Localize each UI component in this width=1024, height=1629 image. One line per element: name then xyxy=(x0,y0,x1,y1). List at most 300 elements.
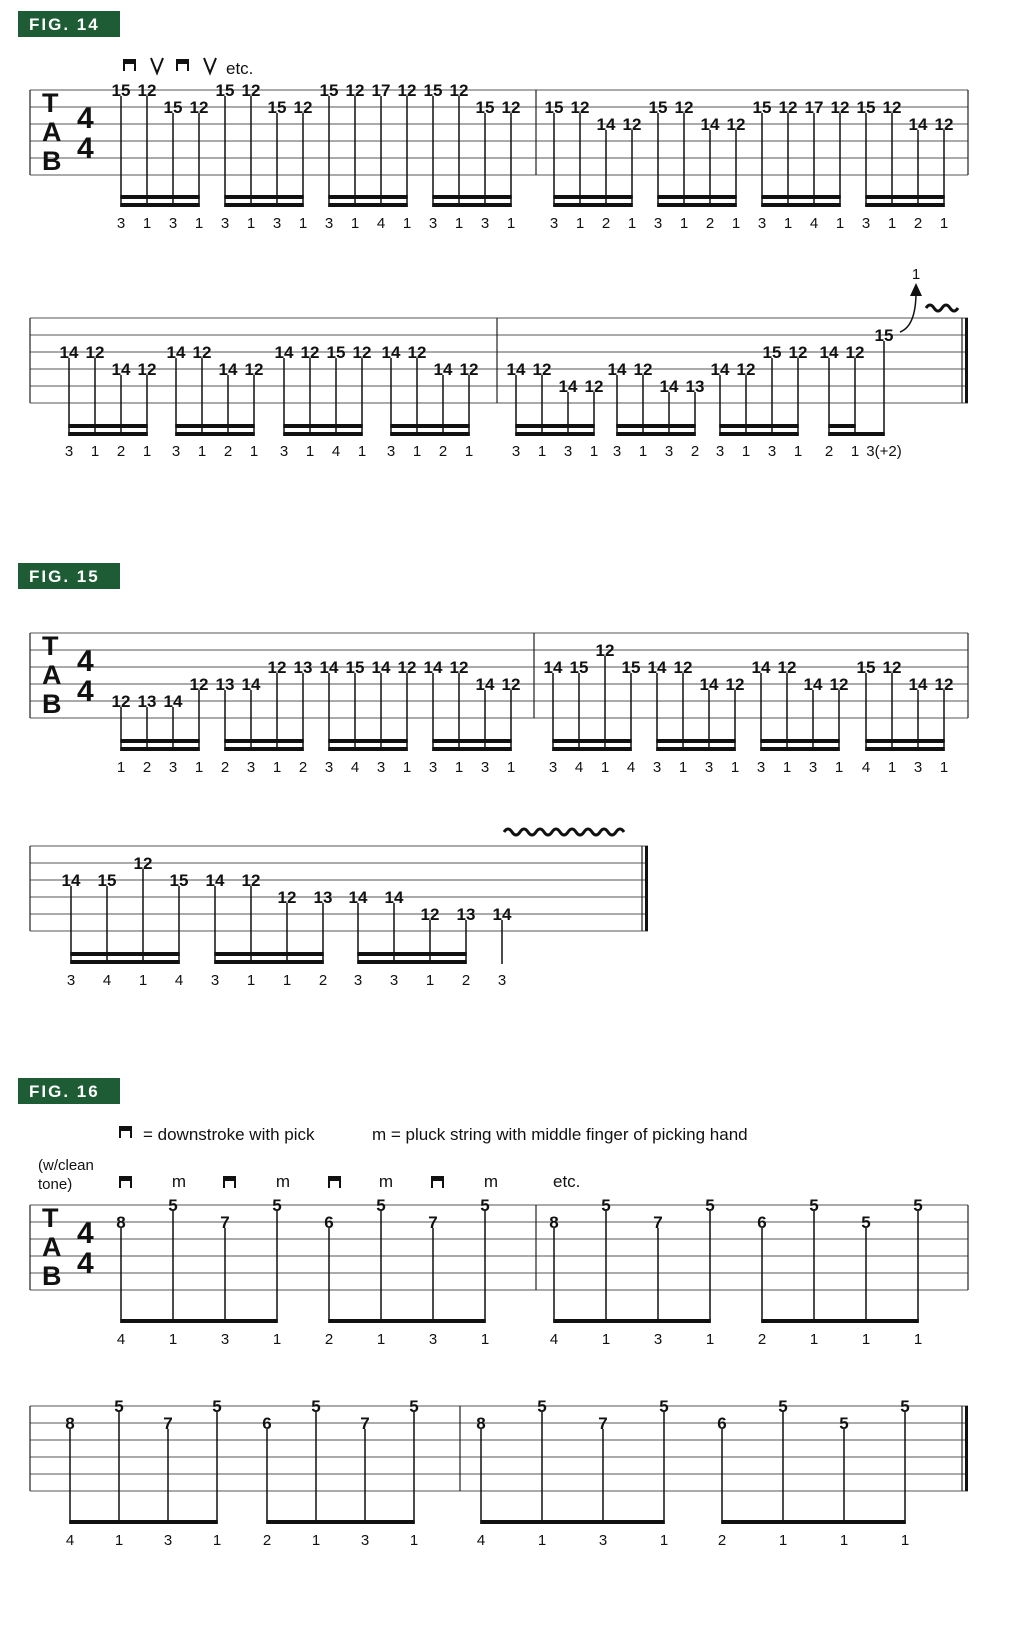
fret-hand-finger: 1 xyxy=(412,443,422,460)
fret-number: 12 xyxy=(726,115,746,134)
beam xyxy=(828,432,885,436)
fret-number: 14 xyxy=(384,888,404,907)
fret-number: 14 xyxy=(908,115,928,134)
fret-hand-finger: 3 xyxy=(386,443,396,460)
fret-number: 12 xyxy=(192,343,212,362)
fret-hand-finger: 1 xyxy=(138,972,148,989)
beam xyxy=(120,747,200,751)
fret-hand-finger: 1 xyxy=(839,1532,849,1549)
fig14-row2-beat xyxy=(167,343,264,460)
fret-number: 5 xyxy=(861,1213,871,1232)
fret-number: 12 xyxy=(420,905,440,924)
fret-hand-finger: 2 xyxy=(461,972,471,989)
tab-letter-t: T xyxy=(42,631,59,661)
fret-hand-finger: 1 xyxy=(783,215,793,232)
fret-hand-finger: 1 xyxy=(298,215,308,232)
fret-hand-finger: 4 xyxy=(331,443,341,460)
fret-number: 5 xyxy=(168,1196,178,1215)
beam xyxy=(214,960,324,964)
fret-hand-finger: 2 xyxy=(913,215,923,232)
fret-number: 6 xyxy=(262,1414,272,1433)
time-signature-bottom: 4 xyxy=(77,132,94,165)
fret-number: 12 xyxy=(882,658,902,677)
fret-hand-finger: 1 xyxy=(782,759,792,776)
fig14-row1-beat xyxy=(320,81,417,232)
fret-number: 12 xyxy=(293,98,313,117)
beam xyxy=(552,747,632,751)
beam xyxy=(616,432,696,436)
fret-hand-finger: 3 xyxy=(210,972,220,989)
fret-hand-finger: 1 xyxy=(778,1532,788,1549)
beam xyxy=(224,195,304,199)
beam xyxy=(224,747,304,751)
fret-hand-finger: 3 xyxy=(168,759,178,776)
fret-hand-finger: 1 xyxy=(809,1331,819,1348)
beam xyxy=(432,747,512,751)
fret-hand-finger: 4 xyxy=(574,759,584,776)
fret-number: 15 xyxy=(752,98,772,117)
final-bar-thick xyxy=(965,1406,968,1491)
fig15-row2-beat xyxy=(206,871,333,989)
fret-number: 6 xyxy=(717,1414,727,1433)
fret-hand-finger: 1 xyxy=(402,215,412,232)
fig14-row2-beat xyxy=(382,343,479,460)
fig15-row1-beat xyxy=(544,641,641,776)
fret-number: 5 xyxy=(809,1196,819,1215)
fret-number: 13 xyxy=(456,905,476,924)
fret-number: 5 xyxy=(900,1397,910,1416)
vibrato-icon xyxy=(504,829,624,835)
fret-number: 13 xyxy=(685,377,705,396)
fig16-row1-staff xyxy=(30,1203,968,1291)
fret-hand-finger: 3 xyxy=(64,443,74,460)
fig14-row1-beat xyxy=(857,98,954,232)
fret-number: 12 xyxy=(830,98,850,117)
fret-number: 14 xyxy=(647,658,667,677)
fret-number: 14 xyxy=(607,360,627,379)
fret-number: 7 xyxy=(428,1213,438,1232)
beam xyxy=(719,424,799,428)
pluck-middle-finger-mark: m xyxy=(378,1172,394,1191)
fret-hand-finger: 3 xyxy=(480,215,490,232)
fret-number: 12 xyxy=(778,98,798,117)
beam xyxy=(552,739,632,743)
tab-letter-a: A xyxy=(42,660,62,690)
fig14-row2-beat xyxy=(711,343,808,460)
fret-hand-finger: 3 xyxy=(653,215,663,232)
beam xyxy=(553,195,633,199)
beam xyxy=(865,195,945,199)
beam xyxy=(328,739,408,743)
fret-number: 14 xyxy=(700,115,720,134)
fret-hand-finger: 4 xyxy=(116,1331,126,1348)
fret-hand-finger: 1 xyxy=(194,215,204,232)
fret-number: 7 xyxy=(360,1414,370,1433)
fig16-stroke-marks xyxy=(119,1172,498,1191)
beam xyxy=(120,1319,278,1323)
beam xyxy=(224,203,304,207)
fret-hand-finger: 1 xyxy=(116,759,126,776)
fret-number: 8 xyxy=(476,1414,486,1433)
beam xyxy=(865,739,945,743)
beam xyxy=(761,195,841,199)
fret-number: 12 xyxy=(633,360,653,379)
fret-number: 15 xyxy=(856,658,876,677)
fret-number: 6 xyxy=(324,1213,334,1232)
fret-hand-finger: 2 xyxy=(717,1532,727,1549)
downstroke-icon xyxy=(119,1176,132,1188)
fret-hand-finger: 1 xyxy=(506,215,516,232)
fret-number: 5 xyxy=(480,1196,490,1215)
fret-hand-finger: 1 xyxy=(638,443,648,460)
fret-number: 15 xyxy=(326,343,346,362)
upstroke-icon xyxy=(204,58,216,73)
fret-number: 15 xyxy=(544,98,564,117)
fret-hand-finger: 3 xyxy=(548,759,558,776)
fret-number: 14 xyxy=(699,675,719,694)
fret-number: 15 xyxy=(169,871,189,890)
fret-number: 14 xyxy=(710,360,730,379)
beam xyxy=(266,1520,415,1524)
bend-amount: 1 xyxy=(911,266,921,283)
beam xyxy=(120,203,200,207)
fret-hand-finger: 3 xyxy=(272,215,282,232)
beam xyxy=(70,952,180,956)
beam xyxy=(515,424,595,428)
fret-number: 12 xyxy=(622,115,642,134)
fret-number: 12 xyxy=(189,98,209,117)
clean-tone-line1: (w/clean xyxy=(38,1157,94,1174)
beam xyxy=(480,1520,665,1524)
fret-hand-finger: 1 xyxy=(600,759,610,776)
fret-hand-finger: 4 xyxy=(626,759,636,776)
beam xyxy=(719,432,799,436)
fret-hand-finger: 1 xyxy=(454,759,464,776)
fret-hand-finger: 4 xyxy=(174,972,184,989)
beam xyxy=(761,203,841,207)
fret-number: 14 xyxy=(908,675,928,694)
fret-number: 5 xyxy=(659,1397,669,1416)
fret-number: 12 xyxy=(570,98,590,117)
fret-number: 14 xyxy=(59,343,79,362)
beam xyxy=(657,203,737,207)
fret-number: 12 xyxy=(501,675,521,694)
fret-number: 15 xyxy=(267,98,287,117)
beam xyxy=(390,432,470,436)
beam xyxy=(616,424,696,428)
fret-hand-finger: 4 xyxy=(861,759,871,776)
fret-number: 12 xyxy=(725,675,745,694)
legend-downstroke-text: = downstroke with pick xyxy=(143,1125,315,1144)
fret-hand-finger: 1 xyxy=(913,1331,923,1348)
fret-number: 15 xyxy=(97,871,117,890)
fret-hand-finger: 2 xyxy=(705,215,715,232)
fret-number: 12 xyxy=(829,675,849,694)
time-signature-bottom: 4 xyxy=(77,675,94,708)
fret-number: 14 xyxy=(543,658,563,677)
fret-number: 14 xyxy=(241,675,261,694)
fret-number: 14 xyxy=(596,115,616,134)
fret-number: 15 xyxy=(648,98,668,117)
fig14-row1-beat xyxy=(424,81,521,232)
fret-hand-finger: 3 xyxy=(220,1331,230,1348)
fret-number: 5 xyxy=(114,1397,124,1416)
fret-hand-finger: 1 xyxy=(90,443,100,460)
fret-hand-finger: 2 xyxy=(690,443,700,460)
fig16-row2-beat xyxy=(262,1397,418,1549)
tab-letter-a: A xyxy=(42,117,62,147)
fret-hand-finger: 2 xyxy=(824,443,834,460)
fret-hand-finger: 1 xyxy=(402,759,412,776)
fret-hand-finger: 3 xyxy=(279,443,289,460)
fret-hand-finger: 1 xyxy=(272,759,282,776)
fret-number: 15 xyxy=(345,658,365,677)
fret-number: 12 xyxy=(133,854,153,873)
beam xyxy=(432,195,512,199)
fret-number: 12 xyxy=(407,343,427,362)
fret-hand-finger: 3 xyxy=(171,443,181,460)
fig14-picking-symbols xyxy=(123,58,253,78)
fret-number: 14 xyxy=(475,675,495,694)
fret-number: 5 xyxy=(839,1414,849,1433)
fret-hand-finger: 2 xyxy=(438,443,448,460)
fret-hand-finger: 3 xyxy=(652,759,662,776)
upstroke-icon xyxy=(151,58,163,73)
fret-number: 7 xyxy=(598,1414,608,1433)
fret-number: 17 xyxy=(804,98,824,117)
fret-number: 12 xyxy=(397,81,417,100)
fret-number: 14 xyxy=(803,675,823,694)
fret-hand-finger: 3 xyxy=(116,215,126,232)
fret-hand-finger: 3 xyxy=(480,759,490,776)
fret-hand-finger: 2 xyxy=(757,1331,767,1348)
fret-hand-finger: 3 xyxy=(563,443,573,460)
fret-hand-finger: 1 xyxy=(376,1331,386,1348)
fig16-row1-beat xyxy=(757,1196,922,1348)
downstroke-icon xyxy=(431,1176,444,1188)
legend-middle-finger-text: m = pluck string with middle finger of picking hand xyxy=(372,1125,748,1144)
fret-number: 5 xyxy=(311,1397,321,1416)
fret-hand-finger: 3 xyxy=(66,972,76,989)
fret-hand-finger: 2 xyxy=(262,1532,272,1549)
time-signature-top: 4 xyxy=(77,102,94,135)
fret-hand-finger: 3 xyxy=(612,443,622,460)
fret-number: 14 xyxy=(163,692,183,711)
fret-hand-finger: 3 xyxy=(389,972,399,989)
fret-number: 14 xyxy=(433,360,453,379)
fret-number: 5 xyxy=(601,1196,611,1215)
fig15-row2-beat-final xyxy=(493,905,512,989)
time-signature-top: 4 xyxy=(77,1217,94,1250)
fret-hand-finger: 4 xyxy=(476,1532,486,1549)
beam xyxy=(328,1319,486,1323)
fret-number: 14 xyxy=(319,658,339,677)
fret-hand-finger: 4 xyxy=(549,1331,559,1348)
fig15-label xyxy=(18,563,120,589)
fret-hand-finger: 3 xyxy=(428,759,438,776)
beam xyxy=(828,424,856,428)
fret-hand-finger: 3 xyxy=(861,215,871,232)
fret-hand-finger: 1 xyxy=(731,215,741,232)
downstroke-icon xyxy=(328,1176,341,1188)
fig14-row2-beat xyxy=(275,343,372,460)
fret-hand-finger: 1 xyxy=(350,215,360,232)
tab-letter-t: T xyxy=(42,88,59,118)
fret-hand-finger: 3 xyxy=(511,443,521,460)
tab-letter-b: B xyxy=(42,689,62,719)
fig16-etc-label: etc. xyxy=(553,1172,581,1191)
fig14-row1-beat xyxy=(112,81,209,232)
fig14-row1-beat xyxy=(753,98,850,232)
fig14-row1-beat xyxy=(649,98,746,232)
fret-hand-finger: 1 xyxy=(142,443,152,460)
fret-number: 13 xyxy=(215,675,235,694)
fret-hand-finger: 1 xyxy=(168,1331,178,1348)
fret-number: 17 xyxy=(371,81,391,100)
fret-hand-finger: 1 xyxy=(900,1532,910,1549)
fret-number: 15 xyxy=(111,81,131,100)
tab-letter-a: A xyxy=(42,1232,62,1262)
beam xyxy=(214,952,324,956)
fret-number: 12 xyxy=(189,675,209,694)
beam xyxy=(175,424,255,428)
fret-hand-finger: 1 xyxy=(741,443,751,460)
fret-number: 12 xyxy=(532,360,552,379)
fret-number: 12 xyxy=(300,343,320,362)
fret-number: 8 xyxy=(65,1414,75,1433)
fret-number: 12 xyxy=(449,81,469,100)
fret-number: 12 xyxy=(788,343,808,362)
beam xyxy=(390,424,470,428)
fig15-row2-staff xyxy=(30,846,648,931)
beam xyxy=(224,739,304,743)
fret-hand-finger: 2 xyxy=(220,759,230,776)
fret-hand-finger: 1 xyxy=(249,443,259,460)
fret-hand-finger: 2 xyxy=(601,215,611,232)
fig14-label xyxy=(18,11,120,37)
fret-number: 12 xyxy=(241,871,261,890)
time-signature-top: 4 xyxy=(77,645,94,678)
fret-number: 5 xyxy=(705,1196,715,1215)
fret-number: 5 xyxy=(537,1397,547,1416)
fret-hand-finger: 1 xyxy=(194,759,204,776)
fret-number: 12 xyxy=(241,81,261,100)
fig14-row2-beat xyxy=(507,360,604,460)
fret-hand-finger: 3 xyxy=(163,1532,173,1549)
beam xyxy=(328,203,408,207)
fret-number: 5 xyxy=(409,1397,419,1416)
fret-number: 12 xyxy=(673,658,693,677)
fret-hand-finger: 1 xyxy=(212,1532,222,1549)
downstroke-icon xyxy=(119,1126,132,1138)
fret-hand-finger: 1 xyxy=(537,1532,547,1549)
fret-number: 5 xyxy=(212,1397,222,1416)
fret-number: 15 xyxy=(856,98,876,117)
fret-hand-finger: 1 xyxy=(425,972,435,989)
fret-hand-finger: 1 xyxy=(575,215,585,232)
fig16-label-text: FIG. 16 xyxy=(29,1082,100,1101)
beam xyxy=(553,1319,711,1323)
fret-hand-finger: 1 xyxy=(464,443,474,460)
fret-number: 12 xyxy=(137,81,157,100)
fret-number: 15 xyxy=(319,81,339,100)
beam xyxy=(283,424,363,428)
fret-hand-finger: 2 xyxy=(324,1331,334,1348)
fret-hand-finger: 4 xyxy=(102,972,112,989)
fret-number: 8 xyxy=(549,1213,559,1232)
fret-hand-finger: 1 xyxy=(627,215,637,232)
beam xyxy=(865,747,945,751)
pluck-middle-finger-mark: m xyxy=(275,1172,291,1191)
fret-number: 7 xyxy=(163,1414,173,1433)
fig15-row2-beat xyxy=(349,888,476,989)
beam xyxy=(69,1520,218,1524)
fret-hand-finger: 1 xyxy=(480,1331,490,1348)
fret-hand-finger: 1 xyxy=(679,215,689,232)
fret-hand-finger: 1 xyxy=(939,759,949,776)
fig14-row2-beat xyxy=(60,343,157,460)
fret-hand-finger: 1 xyxy=(305,443,315,460)
fret-hand-finger: 4 xyxy=(376,215,386,232)
fret-hand-finger: 3 xyxy=(497,972,507,989)
fret-number: 15 xyxy=(569,658,589,677)
fret-number: 12 xyxy=(277,888,297,907)
fret-number: 12 xyxy=(449,658,469,677)
fret-hand-finger: 1 xyxy=(834,759,844,776)
fig16-row1-beat xyxy=(549,1196,714,1348)
fret-number: 8 xyxy=(116,1213,126,1232)
fig15-label-text: FIG. 15 xyxy=(29,567,100,586)
fig15-row1-beat xyxy=(857,658,954,776)
beam xyxy=(357,960,467,964)
fret-number: 12 xyxy=(882,98,902,117)
fret-number: 14 xyxy=(111,360,131,379)
fret-hand-finger: 4 xyxy=(350,759,360,776)
beam xyxy=(120,195,200,199)
fret-hand-finger: 3 xyxy=(757,215,767,232)
fig16-label xyxy=(18,1078,120,1104)
fret-hand-finger: 1 xyxy=(793,443,803,460)
fret-hand-finger: 3 xyxy=(598,1532,608,1549)
fret-hand-finger: 1 xyxy=(197,443,207,460)
beam xyxy=(760,747,840,751)
pluck-middle-finger-mark: m xyxy=(171,1172,187,1191)
tab-letter-t: T xyxy=(42,1203,59,1233)
fret-number: 7 xyxy=(653,1213,663,1232)
fret-number: 15 xyxy=(874,326,894,345)
beam xyxy=(120,739,200,743)
fret-hand-finger: 1 xyxy=(887,759,897,776)
fret-number: 5 xyxy=(376,1196,386,1215)
beam xyxy=(656,739,736,743)
fret-number: 14 xyxy=(751,658,771,677)
beam xyxy=(656,747,736,751)
fret-number: 14 xyxy=(819,343,839,362)
fig15-row1-beat xyxy=(216,658,313,776)
fret-number: 14 xyxy=(558,377,578,396)
fret-hand-finger: 3 xyxy=(324,215,334,232)
fret-number: 14 xyxy=(166,343,186,362)
fret-hand-finger: 2 xyxy=(223,443,233,460)
fig16-row1-beat xyxy=(324,1196,489,1348)
fret-hand-finger: 1 xyxy=(835,215,845,232)
fig15-row2-beat xyxy=(62,854,189,989)
fig15-row1-beat xyxy=(752,658,849,776)
fret-hand-finger: 3 xyxy=(168,215,178,232)
fret-hand-finger: 1 xyxy=(939,215,949,232)
fret-hand-finger: 3 xyxy=(353,972,363,989)
fret-hand-finger: 1 xyxy=(861,1331,871,1348)
